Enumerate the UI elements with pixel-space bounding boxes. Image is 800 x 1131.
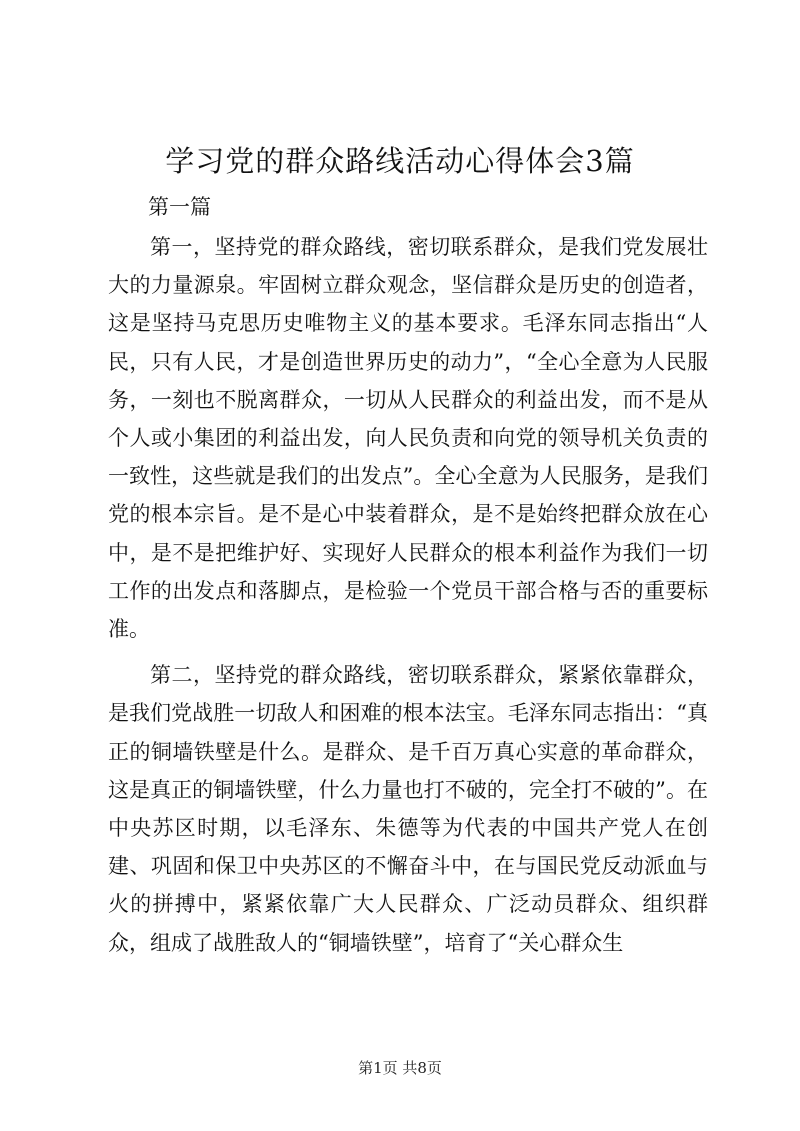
document-body [108, 228, 708, 962]
page-footer: 第1页 共8页 [358, 1059, 442, 1077]
section-heading: 第一篇 [148, 195, 211, 219]
paragraph-2: 第二，坚持党的群众路线，密切联系群众，紧紧依靠群众，是我们党战胜一切敌人和困难的根本法宝。毛泽东同志指出：“真正的铜墙铁壁是什么。是群众、是千百万真心实意的革命群众，这是真正的铜墙铁壁，什么力量也打不破的，完全打不破的”。在中央苏区时期，以毛泽东、朱德等为代表的中国共产党人在创建、巩固和保卫中央苏区的不懈奋斗中，在与国民党反动派血与火的拼搏中，紧紧依靠广大人民群众、广泛动员群众、组织群众，组成了战胜敌人的“铜墙铁壁”，培育了“关心群众生 [108, 663, 708, 955]
paragraph-1: 第一，坚持党的群众路线，密切联系群众，是我们党发展壮大的力量源泉。牢固树立群众观念，坚信群众是历史的创造者，这是坚持马克思历史唯物主义的基本要求。毛泽东同志指出“人民，只有人民，才是创造世界历史的动力”，“全心全意为人民服务，一刻也不脱离群众，一切从人民群众的利益出发，而不是从个人或小集团的利益出发，向人民负责和向党的领导机关负责的一致性，这些就是我们的出发点”。全心全意为人民服务，是我们党的根本宗旨。是不是心中装着群众，是不是始终把群众放在心中，是不是把维护好、实现好人民群众的根本利益作为我们一切工作的出发点和落脚点，是检验一个党员干部合格与否的重要标准。 [108, 235, 708, 642]
document-title: 学习党的群众路线活动心得体会3篇 [165, 144, 635, 178]
